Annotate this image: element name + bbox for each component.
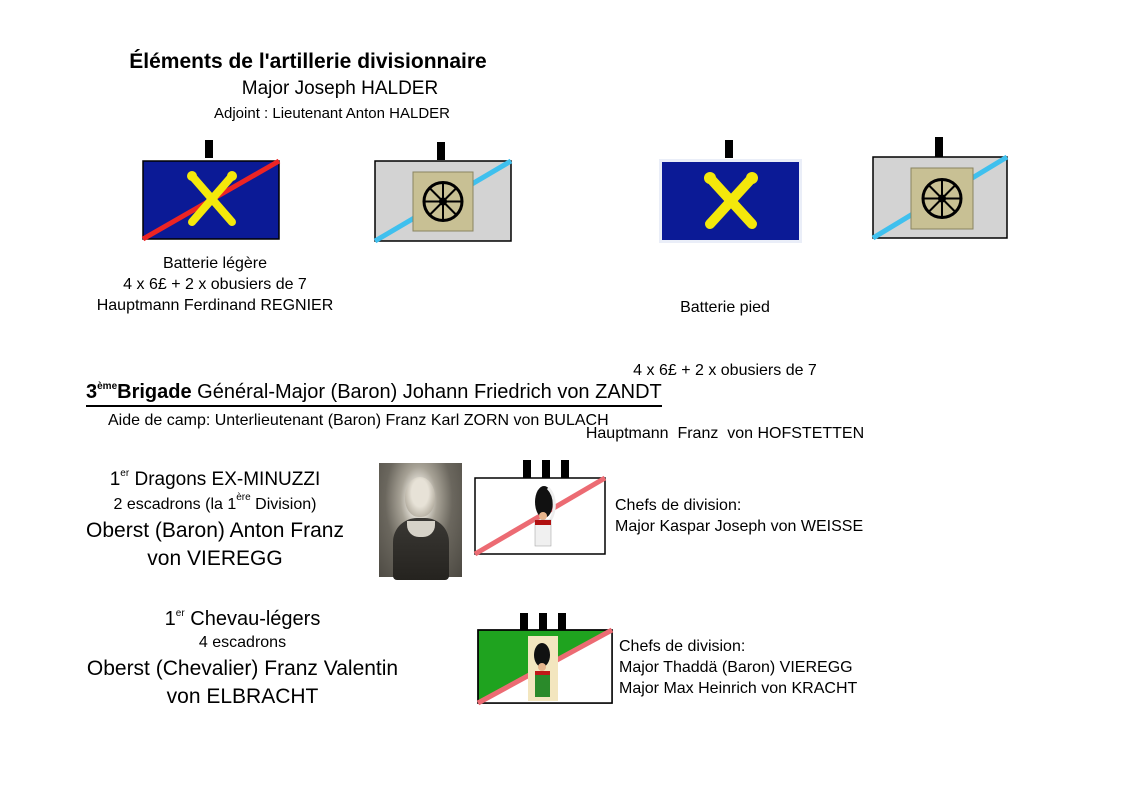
wheel-icon <box>413 172 473 231</box>
dragons-unit-symbol <box>472 458 608 558</box>
unit-colonel-name: von VIEREGG <box>147 547 283 570</box>
brigade-heading <box>86 379 662 407</box>
light-battery-symbol <box>140 140 282 242</box>
battery-guns: 4 x 6£ + 2 x obusiers de 7 <box>123 276 307 293</box>
light-battery-train-symbol <box>372 142 514 244</box>
unit-colonel: Oberst (Chevalier) Franz Valentin <box>86 657 399 680</box>
chevaulegers-unit-symbol <box>475 611 615 705</box>
strength-suffix: ère <box>236 492 251 503</box>
unit-name: Chevau-légers <box>184 608 321 630</box>
brigade-commander: Général-Major (Baron) Johann Friedrich von ZANDT <box>191 381 662 403</box>
unit-colonel: Oberst (Baron) Anton Franz <box>86 519 344 542</box>
battery-name: Batterie légère <box>162 255 268 272</box>
chef-name: Major Thaddä (Baron) VIEREGG <box>619 659 853 676</box>
chef-name: Major Kaspar Joseph von WEISSE <box>615 518 864 535</box>
strength-text-end: Division) <box>250 496 317 513</box>
battery-commander: Hauptmann Ferdinand REGNIER <box>96 297 334 314</box>
unit-strength <box>40 494 390 516</box>
unit-number-suffix: er <box>120 468 130 479</box>
foot-battery-train-symbol <box>870 137 1012 241</box>
wheel-icon <box>911 168 973 229</box>
commander-portrait <box>379 463 462 577</box>
brigade-ordinal: 3 <box>86 381 98 403</box>
unit-number: 1 <box>109 469 121 490</box>
page-title: Éléments de l'artillerie divisionnaire <box>129 50 487 73</box>
unit-strength: 4 escadrons <box>198 634 287 651</box>
strength-text: 2 escadrons (la 1 <box>113 496 237 513</box>
chefs-label: Chefs de division: <box>615 497 742 514</box>
artillery-commander: Major Joseph HALDER <box>241 78 439 99</box>
unit-name-line <box>40 468 390 492</box>
unit-number-suffix: er <box>175 608 185 619</box>
battery-guns: 4 x 6£ + 2 x obusiers de 7 <box>633 362 817 379</box>
chefs-label: Chefs de division: <box>619 638 746 655</box>
foot-battery-caption <box>540 255 910 465</box>
unit-name-line <box>40 606 445 632</box>
chevaulegers-chefs <box>619 636 857 699</box>
unit-colonel-name: von ELBRACHT <box>166 685 319 708</box>
unit-number: 1 <box>164 608 176 630</box>
battery-commander: Hauptmann Franz von HOFSTETTEN <box>585 425 865 442</box>
battery-name: Batterie pied <box>680 299 770 316</box>
dragons-unit-info <box>40 468 390 573</box>
unit-name: Dragons EX-MINUZZI <box>129 469 321 490</box>
chevauleger-figure-icon <box>528 636 558 701</box>
light-battery-caption <box>40 253 390 316</box>
chevaulegers-unit-info <box>40 606 445 711</box>
artillery-adjoint: Adjoint : Lieutenant Anton HALDER <box>214 105 450 122</box>
brigade-aide: Aide de camp: Unterlieutenant (Baron) Franz Karl ZORN von BULACH <box>108 412 609 429</box>
brigade-ordinal-suffix: ème <box>97 381 118 392</box>
brigade-word: Brigade <box>117 381 192 403</box>
dragons-chefs <box>615 495 863 537</box>
chef-name: Major Max Heinrich von KRACHT <box>619 680 858 697</box>
foot-battery-symbol <box>658 140 804 244</box>
